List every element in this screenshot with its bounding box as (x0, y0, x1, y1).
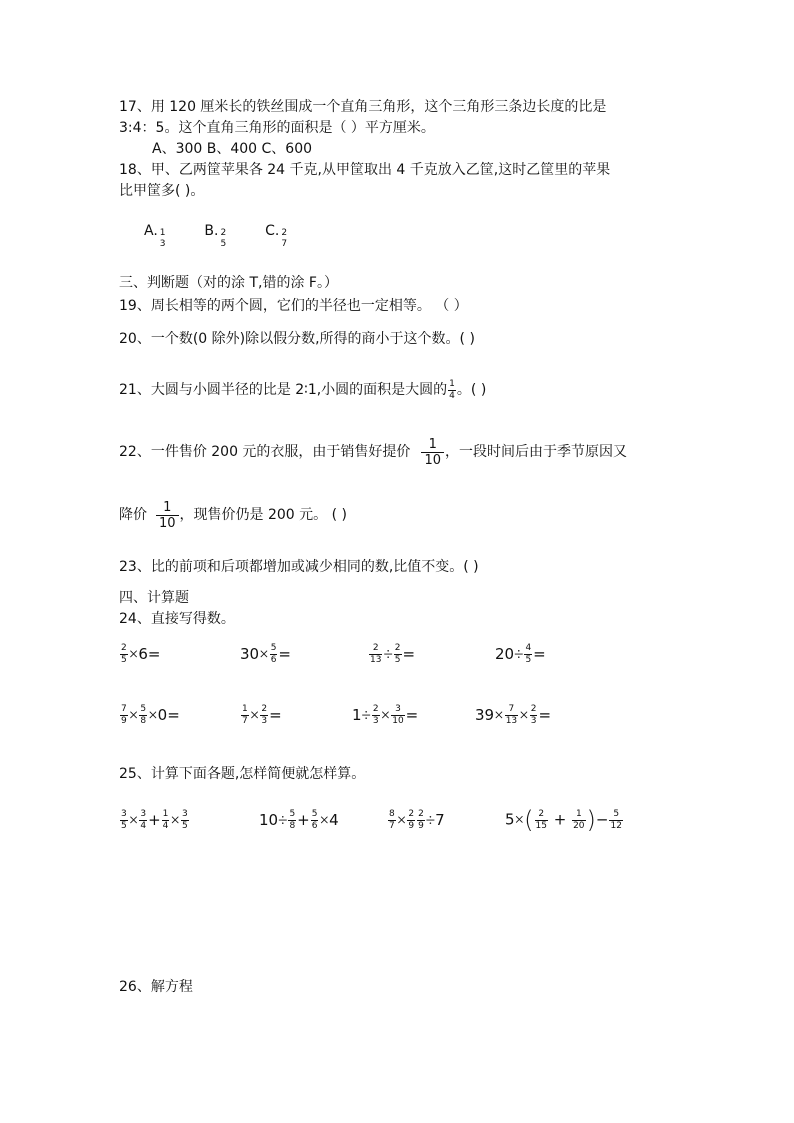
q24-expr-8: 39× $\frac{7}{13}$ × $\frac{2}{3}$ = (475, 704, 552, 726)
q17-options: A、300 B、400 C、600 (152, 141, 313, 157)
q18-line1: 18、甲、乙两筐苹果各 24 千克,从甲筐取出 4 千克放入乙筐,这时乙筐里的苹果 (119, 162, 611, 178)
q23: 23、比的前项和后项都增加或减少相同的数,比值不变。( ) (119, 559, 479, 575)
q22-line2: 降价 $\frac{1}{10}$ ，现售价仍是 200 元。 ( ) (119, 499, 347, 531)
q20: 20、一个数(0 除外)除以假分数,所得的商小于这个数。( ) (119, 331, 475, 347)
q25-expr-1: $\frac{3}{5}$ × $\frac{3}{4}$ + $\frac{1}{4}$ × $\frac{3}{5}$ (121, 809, 188, 831)
q18-option-a: A. 1 3 (144, 223, 166, 249)
q22-line1: 22、一件售价 200 元的衣服，由于销售好提价 $\frac{1}{10}$ ，一段时间后由于季节原因又 (119, 436, 627, 468)
q24-expr-2: 30× $\frac{5}{6}$ = (240, 643, 291, 665)
q24-expr-3: $\frac{2}{13}$ ÷ $\frac{2}{5}$ = (370, 643, 416, 665)
q24-expr-5: $\frac{7}{9}$ × $\frac{5}{8}$ ×0= (121, 704, 180, 726)
q25-expr-2: 10÷ $\frac{5}{8}$ + $\frac{5}{6}$ ×4 (259, 809, 339, 831)
section3-heading: 三、判断题（对的涂 T,错的涂 F。） (119, 275, 338, 291)
q24-expr-4: 20÷ $\frac{4}{5}$ = (495, 643, 546, 665)
q25-expr-3: $\frac{8}{7}$ × $\frac{2}{9}$ $\frac{2}{9}$ ÷7 (389, 809, 445, 831)
q18-option-b: B. 2 5 (204, 223, 227, 249)
q24-expr-1: $\frac{2}{5}$ ×6= (121, 643, 161, 665)
q24-expr-7: 1÷ $\frac{2}{3}$ × $\frac{3}{10}$ = (352, 704, 419, 726)
q24-expr-6: $\frac{1}{7}$ × $\frac{2}{3}$ = (242, 704, 282, 726)
section4-heading: 四、计算题 (119, 590, 189, 606)
q19: 19、周长相等的两个圆，它们的半径也一定相等。 （ ） (119, 298, 468, 314)
q21: 21、大圆与小圆半径的比是 2∶1,小圆的面积是大圆的 $\frac{1}{4}$ 。( ) (119, 378, 487, 401)
q25-expr-4: 5×( $\frac{2}{15}$ + $\frac{1}{20}$ )− $\frac{5}{12}$ (505, 806, 622, 834)
q18-line2: 比甲筐多( )。 (119, 183, 205, 199)
q25: 25、计算下面各题,怎样简便就怎样算。 (119, 766, 366, 782)
q17-line1: 17、用 120 厘米长的铁丝围成一个直角三角形，这个三角形三条边长度的比是 (119, 99, 607, 115)
q18-options (144, 213, 289, 249)
q18-option-c: C. 2 7 (265, 223, 288, 249)
q26: 26、解方程 (119, 979, 193, 995)
q24: 24、直接写得数。 (119, 611, 235, 627)
q17-line2: 3:4：5。这个直角三角形的面积是（ ）平方厘米。 (119, 120, 435, 136)
